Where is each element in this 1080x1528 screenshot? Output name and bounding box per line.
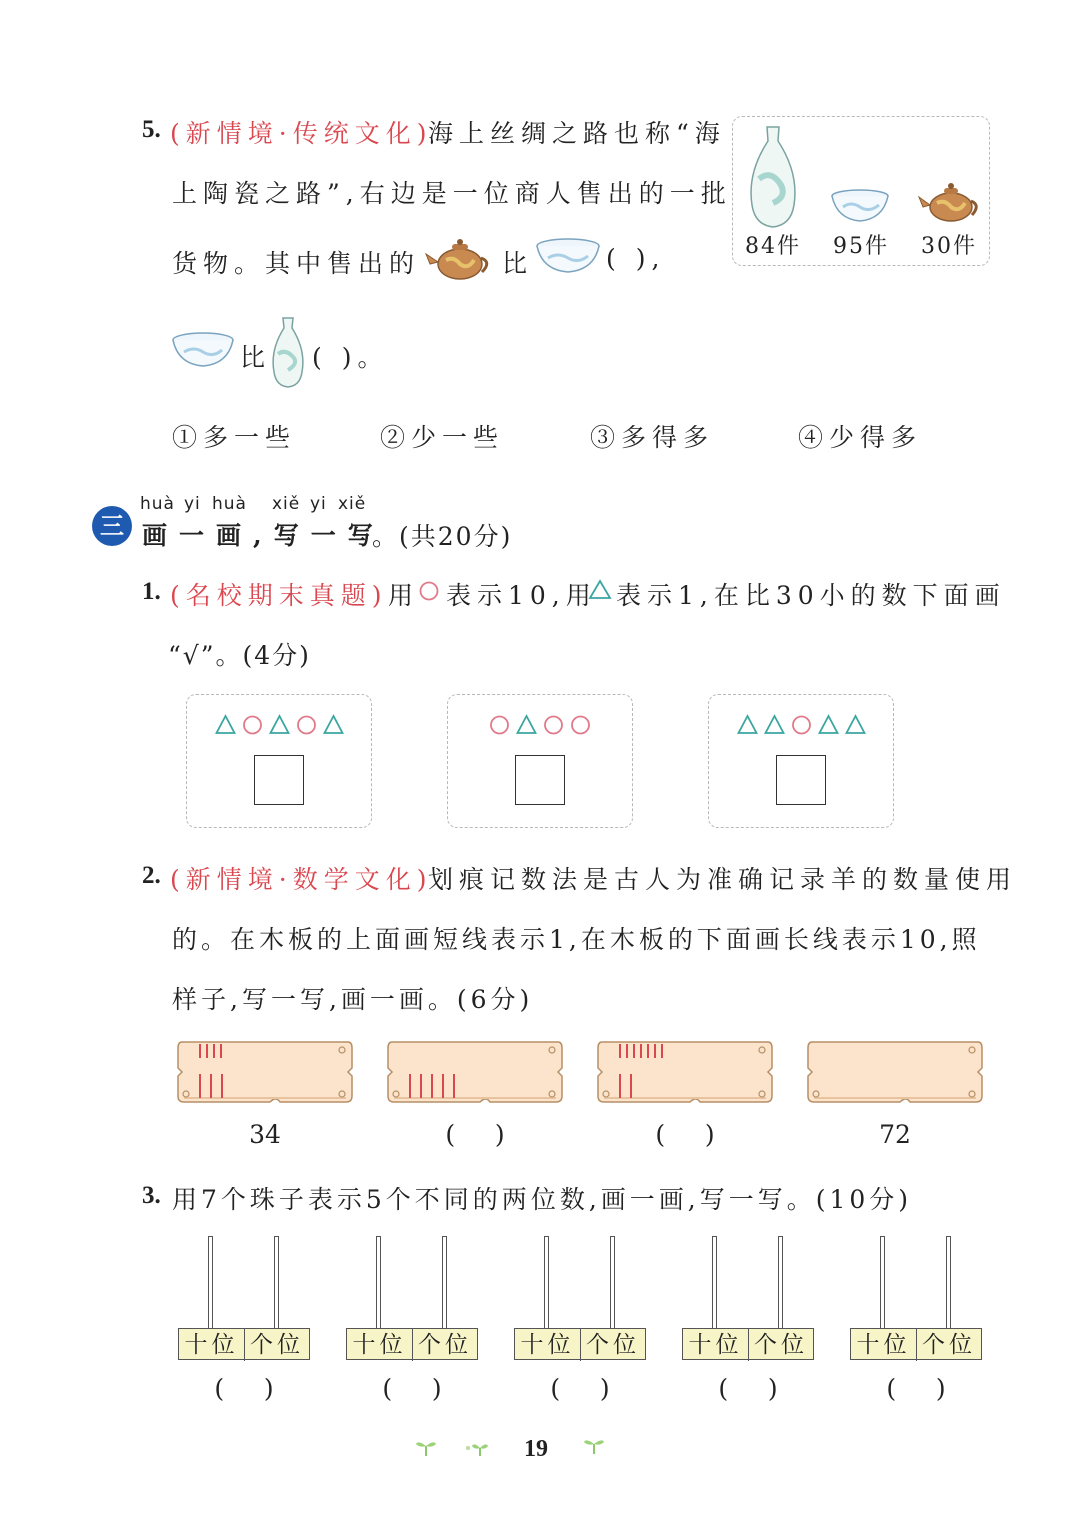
- goods-panel: [732, 116, 990, 266]
- shape-sequence: [734, 713, 869, 737]
- ones-label: 个位: [418, 1332, 472, 1358]
- abacus-rod: [442, 1236, 447, 1328]
- goods-count-teapot: 30件: [921, 234, 977, 259]
- bowl-icon: [829, 187, 891, 227]
- vase-icon: [745, 123, 801, 231]
- circle-icon: [793, 717, 810, 734]
- abacus[interactable]: [514, 1236, 646, 1364]
- circle-icon: [418, 580, 440, 602]
- abacus-rod: [712, 1236, 717, 1328]
- place-value-table: [346, 1328, 478, 1360]
- question-text: 用: [388, 581, 420, 610]
- abacus-rod: [880, 1236, 885, 1328]
- question-text-line1: 海上丝绸之路也称“海: [428, 119, 726, 148]
- question-text: 表示1,在比30小的数下面画: [616, 581, 1006, 610]
- circle-icon: [545, 717, 562, 734]
- question-number: 1.: [142, 578, 161, 605]
- check-answer-box[interactable]: [776, 755, 826, 805]
- number-box: [708, 694, 894, 828]
- wooden-board: [806, 1038, 984, 1106]
- place-value-table: [178, 1328, 310, 1360]
- option-4[interactable]: ④少得多: [798, 423, 923, 452]
- ones-label: 个位: [922, 1332, 976, 1358]
- compare-word: 比: [502, 249, 534, 278]
- bowl-icon: [170, 330, 236, 372]
- board-number[interactable]: ( ): [655, 1120, 715, 1149]
- sprout-icon: [582, 1434, 606, 1456]
- answer-blank[interactable]: ( ): [382, 1374, 442, 1403]
- abacus-rod: [208, 1236, 213, 1328]
- check-answer-box[interactable]: [254, 755, 304, 805]
- goods-count-bowl: 95件: [833, 234, 889, 259]
- wooden-board: [386, 1038, 564, 1106]
- shape-sequence: [212, 713, 347, 737]
- page-number: 19: [524, 1436, 548, 1462]
- answer-blank[interactable]: ( ): [718, 1374, 778, 1403]
- option-1[interactable]: ①多一些: [172, 423, 297, 452]
- tens-label: 十位: [515, 1329, 581, 1361]
- tens-label: 十位: [179, 1329, 245, 1361]
- triangle-icon: [846, 716, 864, 733]
- triangle-icon: [738, 716, 756, 733]
- goods-count-vase: 84件: [745, 234, 801, 259]
- triangle-icon: [588, 578, 612, 600]
- question-text: 表示10,用: [446, 581, 597, 610]
- abacus-rod: [376, 1236, 381, 1328]
- abacus-rod: [946, 1236, 951, 1328]
- option-3[interactable]: ③多得多: [590, 423, 715, 452]
- section-title: 画一画,写一写: [142, 521, 385, 550]
- place-value-table: [850, 1328, 982, 1360]
- sprout-icon: [462, 1438, 490, 1458]
- question-text-line2: 上陶瓷之路”,右边是一位商人售出的一批: [172, 179, 732, 208]
- triangle-icon: [216, 716, 234, 733]
- question-number: 2.: [142, 862, 161, 889]
- question-number: 3.: [142, 1182, 161, 1209]
- shape-sequence: [486, 713, 594, 737]
- tens-label: 十位: [851, 1329, 917, 1361]
- teapot-icon: [424, 234, 494, 282]
- question-tag: (新情境·传统文化): [170, 119, 433, 148]
- tens-label: 十位: [347, 1329, 413, 1361]
- question-text-line3: 货物。其中售出的: [172, 249, 421, 278]
- number-box: [447, 694, 633, 828]
- circle-icon: [572, 717, 589, 734]
- pinyin: huà: [212, 494, 247, 514]
- pinyin: yi: [184, 494, 201, 514]
- circle-icon: [298, 717, 315, 734]
- compare-word: 比: [240, 343, 272, 372]
- check-answer-box[interactable]: [515, 755, 565, 805]
- triangle-icon: [765, 716, 783, 733]
- question-number: 5.: [142, 116, 161, 143]
- number-box: [186, 694, 372, 828]
- pinyin: xiě: [338, 494, 367, 514]
- section-score: 。(共20分): [372, 522, 513, 551]
- teapot-icon: [917, 179, 983, 225]
- abacus-rod: [544, 1236, 549, 1328]
- question-text-line2: “√”。(4分): [168, 641, 311, 670]
- triangle-icon: [324, 716, 342, 733]
- abacus-rod: [778, 1236, 783, 1328]
- abacus[interactable]: [850, 1236, 982, 1364]
- pinyin: huà: [140, 494, 175, 514]
- ones-label: 个位: [586, 1332, 640, 1358]
- board-number[interactable]: ( ): [445, 1120, 505, 1149]
- question-text: 用7个珠子表示5个不同的两位数,画一画,写一写。(10分): [172, 1185, 913, 1214]
- question-tag: (新情境·数学文化): [170, 865, 433, 894]
- pinyin: xiě: [272, 494, 301, 514]
- wooden-board: [176, 1038, 354, 1106]
- place-value-table: [682, 1328, 814, 1360]
- triangle-icon: [518, 716, 536, 733]
- question-text-line2: 的。在木板的上面画短线表示1,在木板的下面画长线表示10,照: [172, 925, 981, 954]
- answer-blank-1[interactable]: ( ),: [606, 244, 666, 273]
- bowl-icon: [534, 236, 602, 278]
- section-badge: 三: [92, 506, 132, 546]
- abacus[interactable]: [346, 1236, 478, 1364]
- question-text-line3: 样子,写一写,画一画。(6分): [172, 985, 534, 1014]
- board-number: 34: [249, 1120, 281, 1149]
- triangle-icon: [270, 716, 288, 733]
- question-tag: (名校期末真题): [170, 581, 388, 610]
- abacus-rod: [274, 1236, 279, 1328]
- circle-icon: [491, 717, 508, 734]
- board-number: 72: [879, 1120, 911, 1149]
- place-value-table: [514, 1328, 646, 1360]
- tens-label: 十位: [683, 1329, 749, 1361]
- abacus[interactable]: [682, 1236, 814, 1364]
- abacus-rod: [610, 1236, 615, 1328]
- wooden-board: [596, 1038, 774, 1106]
- ones-label: 个位: [754, 1332, 808, 1358]
- vase-icon: [266, 314, 310, 390]
- question-text-line1: 划痕记数法是古人为准确记录羊的数量使用: [428, 865, 1018, 894]
- answer-blank[interactable]: ( ): [886, 1374, 946, 1403]
- answer-blank[interactable]: ( ): [214, 1374, 274, 1403]
- pinyin: yi: [310, 494, 327, 514]
- ones-label: 个位: [250, 1332, 304, 1358]
- circle-icon: [244, 717, 261, 734]
- triangle-icon: [819, 716, 837, 733]
- sprout-icon: [414, 1436, 438, 1458]
- abacus[interactable]: [178, 1236, 310, 1364]
- option-2[interactable]: ②少一些: [380, 423, 505, 452]
- answer-blank-2[interactable]: ( )。: [312, 343, 389, 372]
- answer-blank[interactable]: ( ): [550, 1374, 610, 1403]
